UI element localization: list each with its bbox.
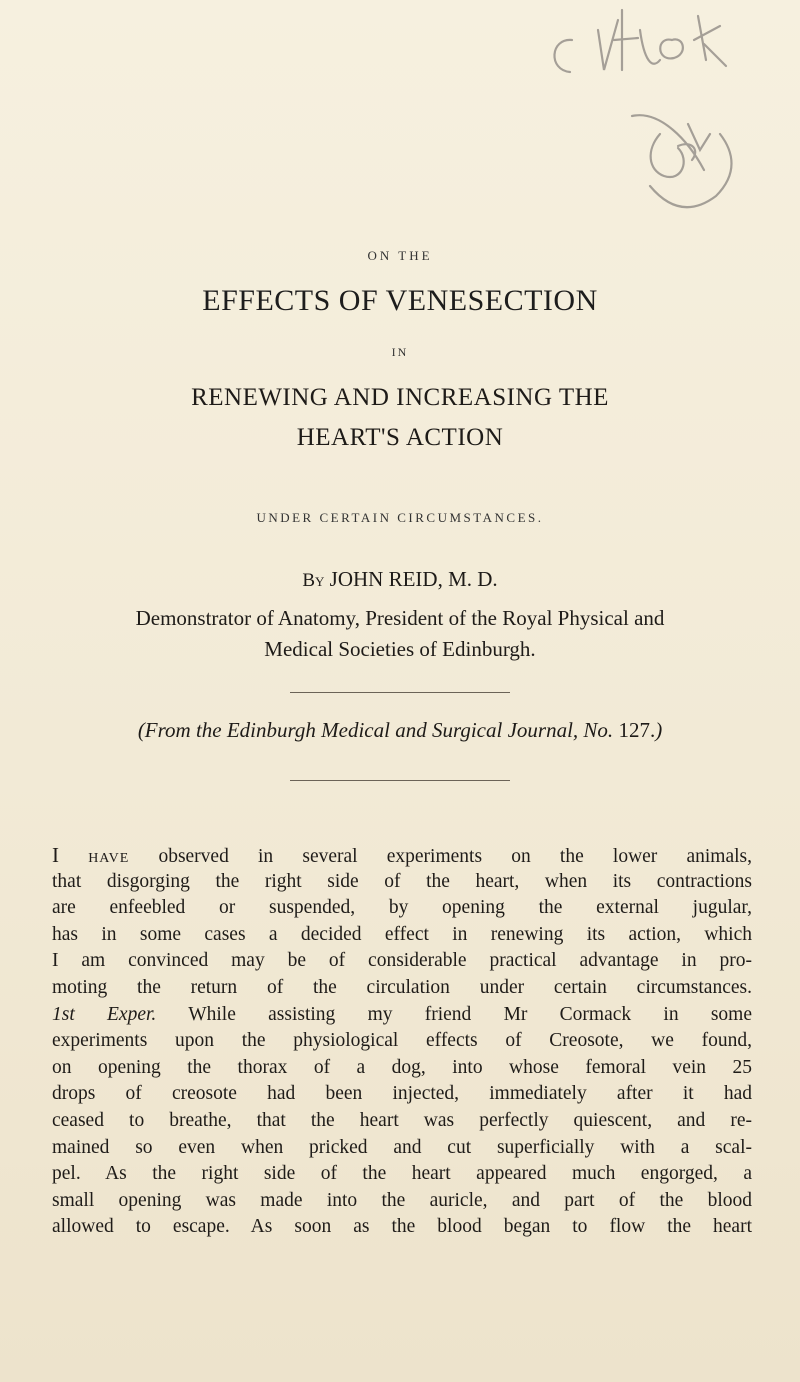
body-line: are enfeebled or suspended, by opening the external jugular, <box>52 897 752 919</box>
document-title: EFFECTS OF VENESECTION <box>202 284 598 317</box>
author-affiliation-line-1: Demonstrator of Anatomy, President of the Royal Physical and <box>135 606 665 630</box>
body-line: drops of creosote had been injected, immediately after it had <box>52 1083 752 1105</box>
author-byline <box>0 567 800 592</box>
body-line: on opening the thorax of a dog, into whose femoral vein 25 <box>52 1056 752 1078</box>
body-line: pel. As the right side of the heart appeared much engorged, a <box>52 1163 752 1185</box>
body-line: I am convinced may be of considerable practical advantage in pro- <box>52 950 752 972</box>
heading-in: IN <box>391 345 409 359</box>
source-suffix: ) <box>655 718 663 742</box>
body-line: ceased to breathe, that the heart was perfectly quiescent, and re- <box>52 1109 752 1131</box>
subtitle-qualifier: UNDER CERTAIN CIRCUMSTANCES. <box>256 510 544 525</box>
body-line: has in some cases a decided effect in renewing its action, which <box>52 923 752 945</box>
body-line: mained so even when pricked and cut superficially with a scal- <box>52 1136 752 1158</box>
source-prefix: (From the Edinburgh Medical and Surgical Journal, No. <box>137 718 619 742</box>
body-line: allowed to escape. As soon as the blood began to flow the heart <box>52 1216 752 1238</box>
body-paragraph <box>52 842 752 1241</box>
body-line: experiments upon the physiological effects of Creosote, we found, <box>52 1030 752 1052</box>
source-citation <box>0 718 800 743</box>
body-line: I have observed in several experiments on the lower animals, <box>52 843 753 867</box>
body-line: moting the return of the circulation under certain circumstances. <box>52 976 752 998</box>
body-line: small opening was made into the auricle, and part of the blood <box>52 1189 752 1211</box>
divider-rule-bottom <box>290 780 510 781</box>
subtitle-line-2: HEART'S ACTION <box>296 424 504 451</box>
subtitle-line-1: RENEWING AND INCREASING THE <box>191 384 609 411</box>
body-line: that disgorging the right side of the heart, when its contractions <box>52 870 752 892</box>
heading-on-the: ON THE <box>367 248 433 263</box>
body-line: 1st Exper. While assisting my friend Mr Cormack in some <box>52 1003 753 1025</box>
opening-word: have <box>88 846 130 867</box>
byline-by: By <box>302 570 325 591</box>
source-number: 127. <box>618 718 656 742</box>
handwritten-annotation <box>520 0 800 230</box>
experiment-label: 1st Exper. <box>52 1003 157 1025</box>
author-affiliation-line-2: Medical Societies of Edinburgh. <box>264 637 536 661</box>
author-name: JOHN REID, M. D. <box>329 567 498 591</box>
divider-rule-top <box>290 692 510 693</box>
opening-letter: I <box>52 843 59 867</box>
